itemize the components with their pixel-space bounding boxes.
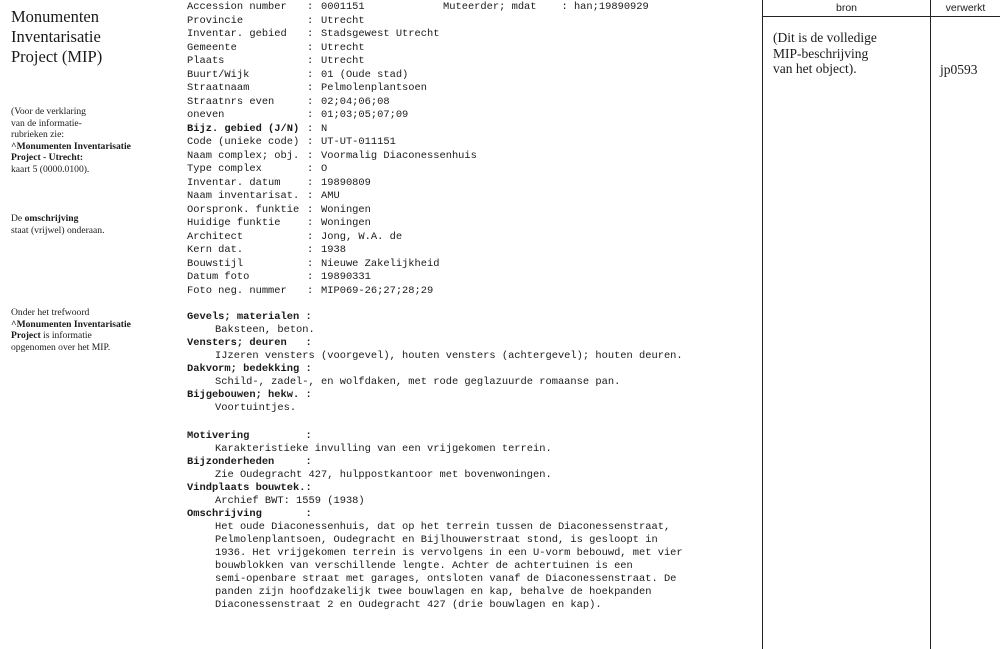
field-label: Oorspronk. funktie <box>187 203 300 216</box>
field-row: Kern dat. : 1938 <box>187 244 346 256</box>
dakvorm-text: Schild-, zadel-, en wolfdaken, met rode geglazuurde romaanse pan. <box>215 376 621 388</box>
field-row: Bijz. gebied (J/N) : N <box>187 122 328 135</box>
field-row: Naam complex; obj. : Voormalig Diaconessenhuis <box>187 149 477 162</box>
vensters-heading: Vensters; deuren : <box>187 337 312 349</box>
dakvorm-heading: Dakvorm; bedekking : <box>187 363 312 375</box>
note-reference-title: ^Monumenten Inventarisatie <box>11 318 131 330</box>
field-label: Code (unieke code) <box>187 136 300 148</box>
gevels-heading: Gevels; materialen : <box>187 311 312 323</box>
bron-line: MIP-beschrijving <box>773 45 869 61</box>
mip-title-line-2: Inventarisatie <box>11 27 101 46</box>
field-label: oneven <box>187 109 225 121</box>
verwerkt-cell: jp0593 <box>940 62 978 77</box>
field-value: 02;04;06;08 <box>321 95 390 108</box>
field-row: Straatnaam : Pelmolenplantsoen <box>187 82 428 94</box>
motivering-heading: Motivering : <box>187 430 312 442</box>
vindplaats-text: Archief BWT: 1559 (1938) <box>215 495 365 507</box>
field-label: Architect <box>187 230 244 243</box>
field-label: Accession number <box>187 1 287 13</box>
field-row: Oorspronk. funktie : Woningen <box>187 203 371 216</box>
bron-line: (Dit is de volledige <box>773 30 877 45</box>
bijgebouwen-text: Voortuintjes. <box>215 402 297 414</box>
field-row: Accession number : 0001151 <box>187 1 365 13</box>
field-value: O <box>321 163 328 175</box>
omschrijving-line: Diaconessenstraat 2 en Oudegracht 427 (drie bouwlagen en kap). <box>215 599 602 611</box>
note-line: rubrieken zie: <box>11 129 65 141</box>
note-line: staat (vrijwel) onderaan. <box>11 224 105 236</box>
field-row: Architect : Jong, W.A. de <box>187 230 403 243</box>
note-line: Onder het trefwoord <box>11 307 90 318</box>
field-value: Utrecht <box>321 55 365 67</box>
field-value: 19890809 <box>321 176 371 189</box>
field-row: Inventar. gebied : Stadsgewest Utrecht <box>187 28 440 40</box>
explanation-note <box>11 106 131 176</box>
field-row: Straatnrs even : 02;04;06;08 <box>187 95 390 108</box>
field-label: Straatnrs even <box>187 95 275 108</box>
field-row: Type complex : O <box>187 163 328 175</box>
table-header-rule <box>762 16 1000 17</box>
description-note <box>11 213 105 236</box>
field-value: Nieuwe Zakelijkheid <box>321 257 440 270</box>
mip-title <box>11 7 102 67</box>
mip-title-line-3: Project (MIP) <box>11 47 103 66</box>
field-value: UT-UT-011151 <box>321 136 396 148</box>
field-row: Gemeente : Utrecht <box>187 41 365 54</box>
omschrijving-line: Pelmolenplantsoen, Oudegracht en Bijlhouwerstraat stond, is gesloopt in <box>215 534 658 546</box>
field-label: Datum foto <box>187 271 250 283</box>
field-row: Datum foto : 19890331 <box>187 271 371 283</box>
field-value: 0001151 <box>321 1 365 13</box>
field-value: MIP069-26;27;28;29 <box>321 284 434 297</box>
field-value: Jong, W.A. de <box>321 230 403 243</box>
field-row: Inventar. datum : 19890809 <box>187 176 371 189</box>
field-label: Buurt/Wijk <box>187 68 250 81</box>
bijzonderheden-heading: Bijzonderheden : <box>187 456 312 468</box>
field-label: Kern dat. <box>187 244 244 256</box>
note-text: is informatie <box>40 330 92 342</box>
field-row: Naam inventarisat. : AMU <box>187 190 340 202</box>
field-row: Bouwstijl : Nieuwe Zakelijkheid <box>187 257 440 270</box>
omschrijving-heading: Omschrijving : <box>187 508 312 520</box>
field-value: AMU <box>321 190 340 202</box>
note-line: opgenomen over het MIP. <box>11 341 111 353</box>
bron-cell <box>773 30 923 77</box>
field-value: 19890331 <box>321 271 371 283</box>
bijgebouwen-heading: Bijgebouwen; hekw. : <box>187 389 312 401</box>
field-label: Inventar. datum <box>187 176 281 189</box>
field-label: Provincie <box>187 14 244 27</box>
field-label: Naam complex; obj. <box>187 149 300 162</box>
field-row: Huidige funktie : Woningen <box>187 217 371 229</box>
field-label: Naam inventarisat. <box>187 190 300 202</box>
field-row: Foto neg. nummer : MIP069-26;27;28;29 <box>187 284 434 297</box>
field-label: Huidige funktie <box>187 217 281 229</box>
note-line: kaart 5 (0000.0100). <box>11 163 90 175</box>
field-label: Bouwstijl <box>187 257 244 270</box>
field-value: N <box>321 122 328 135</box>
omschrijving-line: semi-openbare straat met garages, ontsloten vanaf de Diaconessenstraat. De <box>215 573 677 585</box>
field-label: Straatnaam <box>187 82 250 94</box>
motivering-text: Karakteristieke invulling van een vrijgekomen terrein. <box>215 443 552 455</box>
omschrijving-line: Het oude Diaconessenhuis, dat op het terrein tussen de Diaconessenstraat, <box>215 521 671 533</box>
field-value: 01;03;05;07;09 <box>321 109 409 121</box>
field-label: Plaats <box>187 55 225 67</box>
field-value: 1938 <box>321 244 346 256</box>
note-keyword: omschrijving <box>24 213 79 224</box>
gevels-text: Baksteen, beton. <box>215 324 315 336</box>
field-value: Voormalig Diaconessenhuis <box>321 149 477 162</box>
field-row: oneven : 01;03;05;07;09 <box>187 109 409 121</box>
vindplaats-heading: Vindplaats bouwtek.: <box>187 482 312 494</box>
keyword-note <box>11 307 131 353</box>
field-value: Utrecht <box>321 41 365 54</box>
field-value: Utrecht <box>321 14 365 27</box>
bron-column-header: bron <box>835 2 857 14</box>
note-reference-title: ^Monumenten Inventarisatie <box>11 140 131 152</box>
vensters-text: IJzeren vensters (voorgevel), houten vensters (achtergevel); houten deuren. <box>215 350 683 362</box>
bron-line: van het object). <box>773 61 857 76</box>
field-value: Woningen <box>321 203 371 216</box>
mip-title-line-1: Monumenten <box>11 7 99 26</box>
note-line: (Voor de verklaring <box>11 106 86 117</box>
bijzonderheden-text: Zie Oudegracht 427, hulppostkantoor met bovenwoningen. <box>215 469 552 481</box>
field-row: Code (unieke code) : UT-UT-011151 <box>187 136 396 148</box>
omschrijving-line: panden zijn hoofdzakelijk twee bouwlagen en kap, behalve de hoekpanden <box>215 586 652 598</box>
note-line: van de informatie- <box>11 117 82 129</box>
field-label: Type complex <box>187 163 262 175</box>
field-value: Pelmolenplantsoen <box>321 82 428 94</box>
note-reference-subtitle: Project - Utrecht: <box>11 152 84 164</box>
field-value: Woningen <box>321 217 371 229</box>
field-row: Plaats : Utrecht <box>187 55 365 67</box>
verwerkt-column-header: verwerkt <box>945 2 986 14</box>
field-label: Inventar. gebied <box>187 28 287 40</box>
table-divider-middle <box>930 0 931 649</box>
table-divider-left <box>762 0 763 649</box>
muteerder-field: Muteerder; mdat : han;19890929 <box>443 1 649 13</box>
field-row: Buurt/Wijk : 01 (Oude stad) <box>187 68 409 81</box>
omschrijving-line: bouwblokken van verschillende lengte. Achter de achtertuinen is een <box>215 560 633 572</box>
field-row: Provincie : Utrecht <box>187 14 365 27</box>
field-value: Stadsgewest Utrecht <box>321 28 440 40</box>
field-label: Bijz. gebied (J/N) <box>187 122 300 135</box>
note-text: De <box>11 213 25 224</box>
omschrijving-line: 1936. Het vrijgekomen terrein is vervolgens in een U-vorm bebouwd, met vier <box>215 547 683 559</box>
field-label: Foto neg. nummer <box>187 284 287 297</box>
field-label: Gemeente <box>187 41 237 54</box>
field-value: 01 (Oude stad) <box>321 68 409 81</box>
note-reference-word: Project <box>11 330 41 342</box>
